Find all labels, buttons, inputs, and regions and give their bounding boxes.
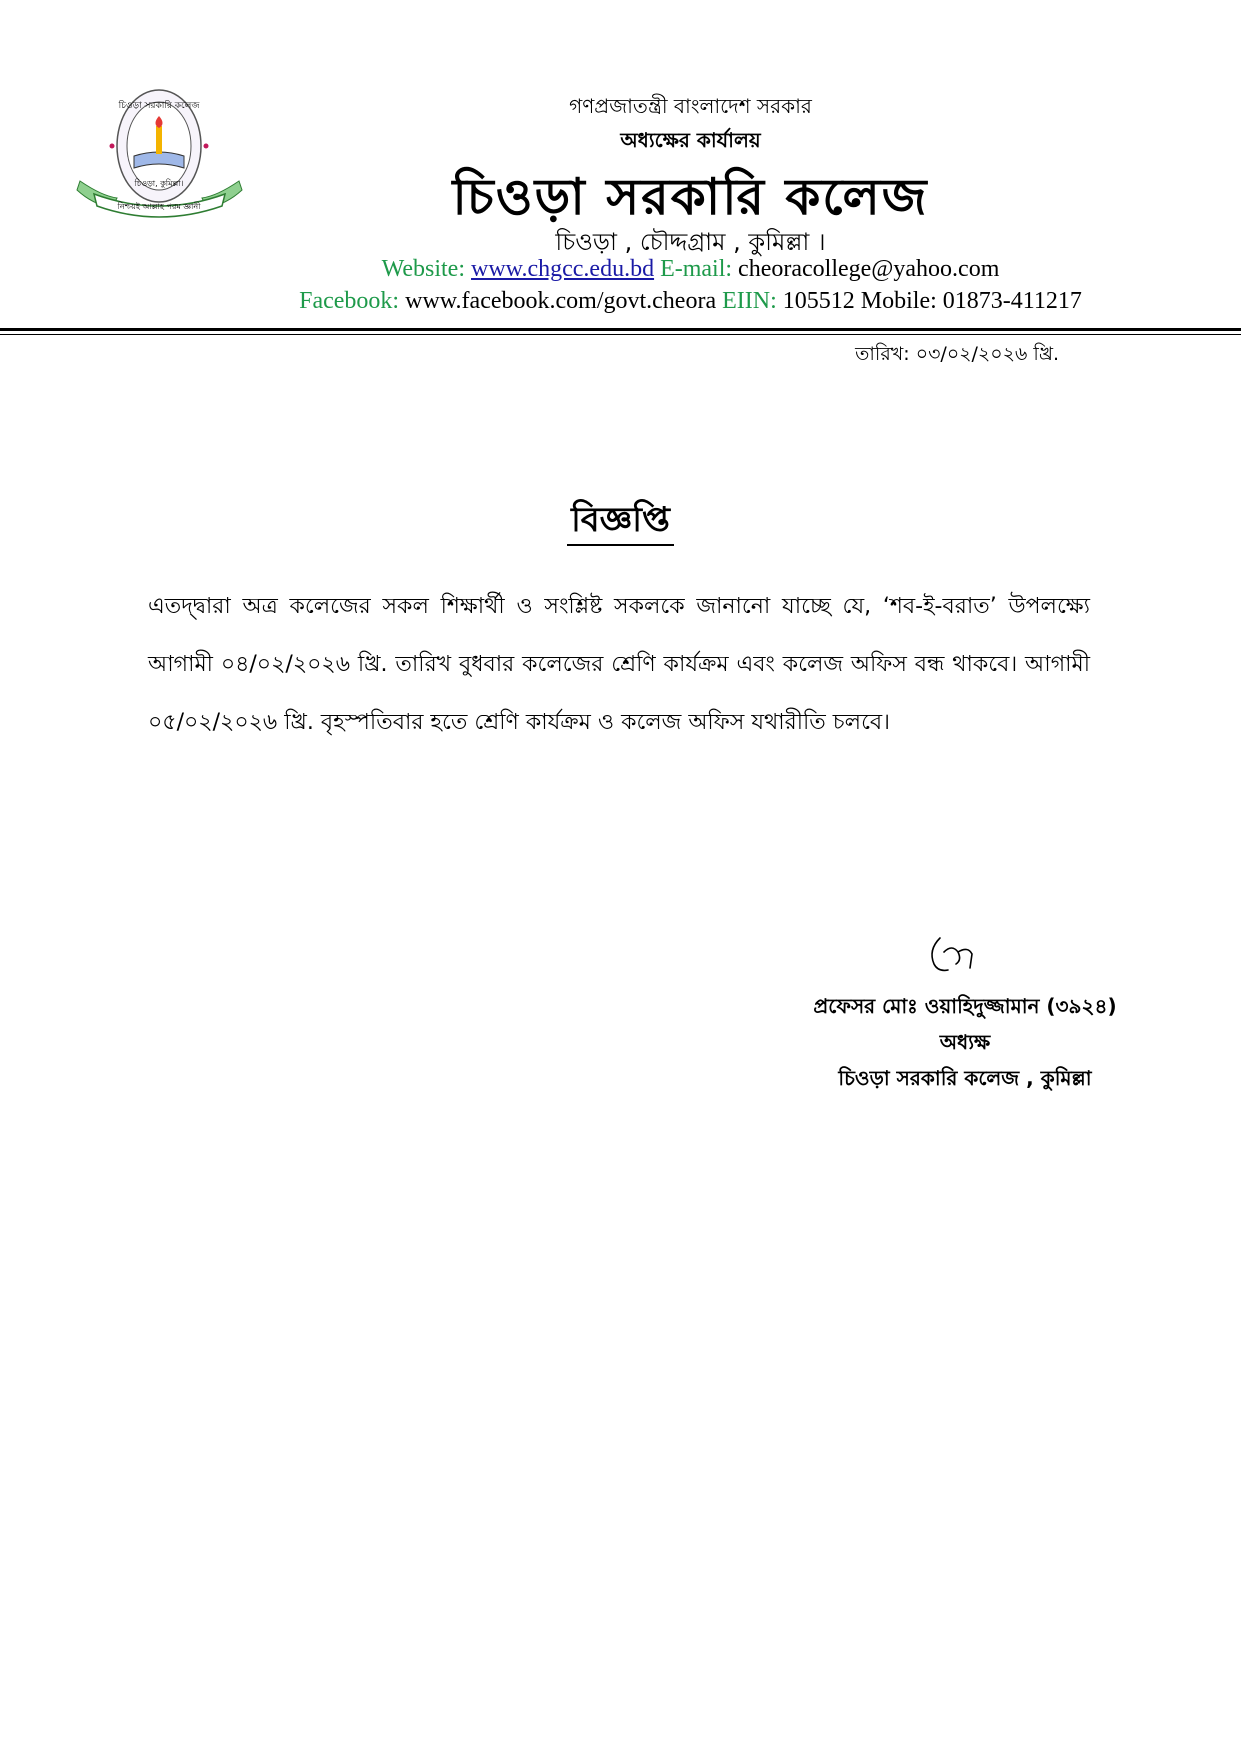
logo-ring-text: চিওড়া সরকারি কলেজ xyxy=(118,101,200,111)
contact-line-1 xyxy=(70,256,1241,283)
facebook-label: Facebook: xyxy=(299,288,400,314)
signatory-institution: চিওড়া সরকারি কলেজ , কুমিল্লা xyxy=(838,1066,1092,1090)
government-line: গণপ্রজাতন্ত্রী বাংলাদেশ সরকার xyxy=(569,94,812,118)
notice-body: এতদ্দ্বারা অত্র কলেজের সকল শিক্ষার্থী ও সংশ্লিষ্ট সকলকে জানানো যাচ্ছে যে, ‘শব-ই-বরাত’ উপলক্ষ্যে আগামী ০৪/০২/২০২৬ খ্রি. তারিখ বুধবার কলেজের শ্রেণি কার্যক্রম এবং কলেজ অফিস বন্ধ থাকবে। আগামী ০৫/০২/২০২৬ খ্রি. বৃহস্পতিবার হতে শ্রেণি কার্যক্রম ও কলেজ অফিস যথারীতি চলবে। xyxy=(148,594,1090,735)
contact-line-2 xyxy=(70,288,1241,315)
eiin-label: EIIN: xyxy=(722,288,777,314)
notice-date: তারিখ: ০৩/০২/২০২৬ খ্রি. xyxy=(855,343,1059,365)
mobile-value: 01873-411217 xyxy=(942,288,1082,314)
signature-mark xyxy=(922,930,982,980)
college-name: চিওড়া সরকারি কলেজ xyxy=(452,168,929,226)
website-label: Website: xyxy=(381,256,466,282)
facebook-value: www.facebook.com/govt.cheora xyxy=(405,288,717,314)
notice-title-text: বিজ্ঞপ্তি xyxy=(567,500,674,546)
logo-motto: নিশ্চয়ই আল্লাহ পরম জ্ঞানী xyxy=(117,202,201,211)
mobile-label: Mobile: xyxy=(860,288,937,314)
office-line: অধ্যক্ষের কার্যালয় xyxy=(620,128,761,152)
signatory-name: প্রফেসর মোঃ ওয়াহিদুজ্জামান (৩৯২৪) xyxy=(813,994,1117,1018)
signatory-designation: অধ্যক্ষ xyxy=(939,1030,991,1054)
email-label: E-mail: xyxy=(660,256,733,282)
logo-inner-text: চিওড়া, কুমিল্লা। xyxy=(134,179,184,188)
eiin-value: 105512 xyxy=(782,288,855,314)
signature-block xyxy=(760,988,1170,1096)
header-divider-thick xyxy=(0,328,1241,331)
college-address: চিওড়া , চৌদ্দগ্রাম , কুমিল্লা । xyxy=(555,228,826,256)
header-divider-thin xyxy=(0,334,1241,335)
website-link[interactable]: www.chgcc.edu.bd xyxy=(471,256,655,282)
email-value: cheoracollege@yahoo.com xyxy=(738,256,1000,282)
notice-title xyxy=(0,494,1241,551)
